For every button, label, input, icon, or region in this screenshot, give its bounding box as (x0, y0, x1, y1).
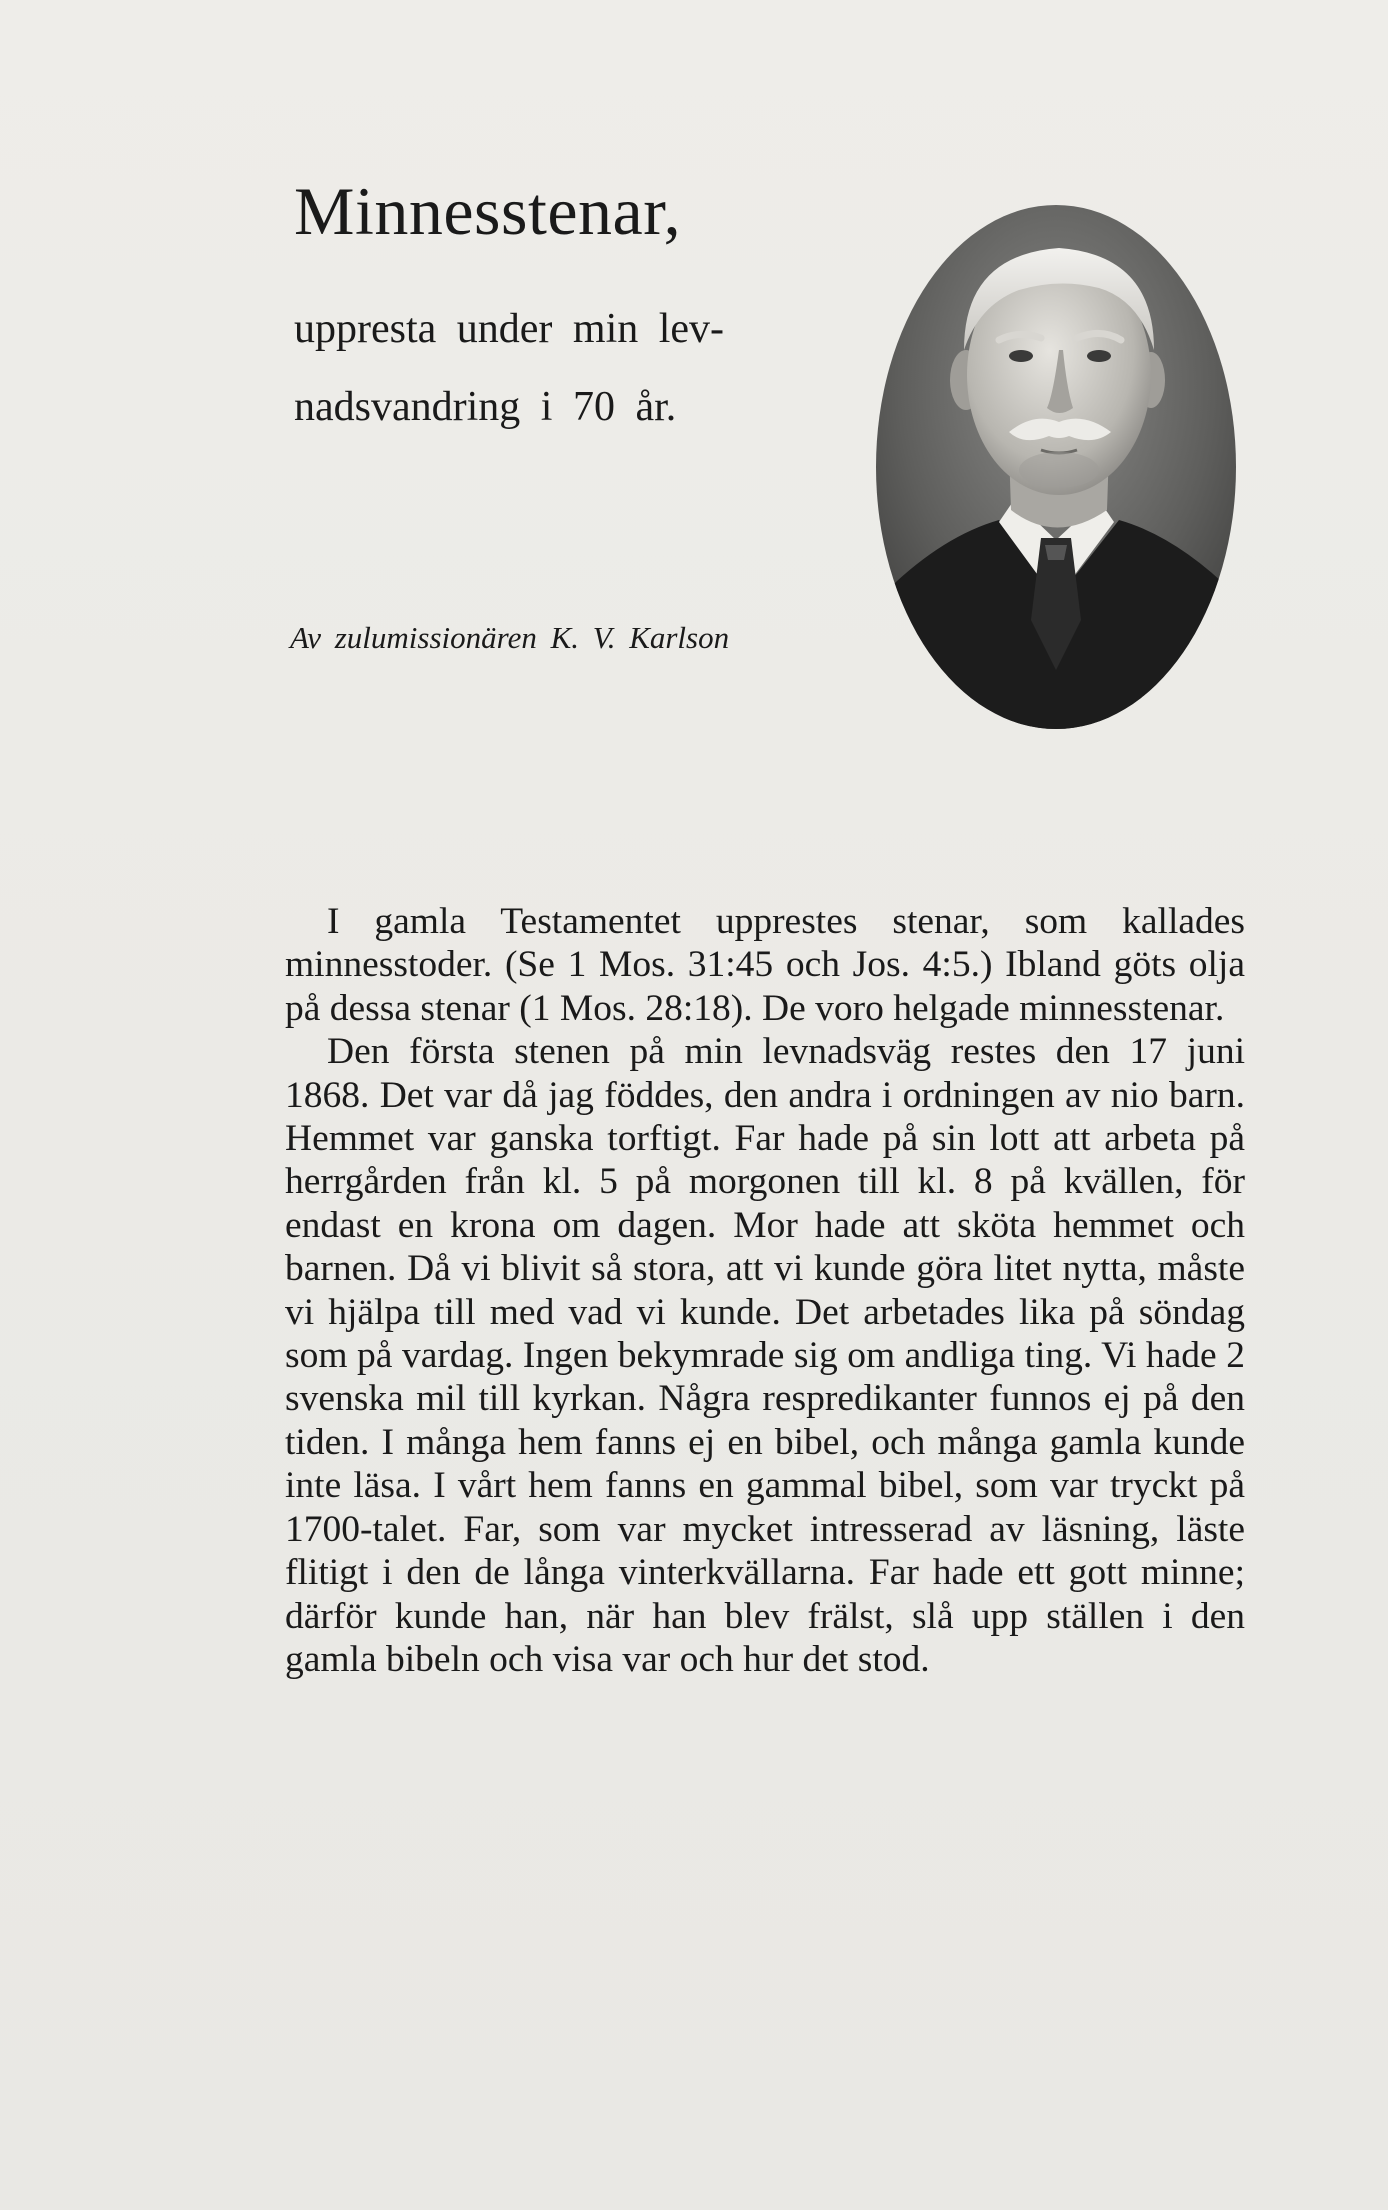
body-text (285, 900, 1245, 1681)
paragraph: I gamla Testamentet upprestes stenar, som kallades minnesstoder. (Se 1 Mos. 31:45 och Jos. 4:5.) Ibland göts olja på dessa stenar (1 Mos. 28:18). De voro helgade minnesstenar. (285, 901, 1245, 1029)
portrait-photo-icon (869, 200, 1243, 734)
author-byline: Av zulumissionären K. V. Karlson (290, 620, 730, 655)
page-subtitle: uppresta under min lev-nadsvandring i 70 år. (294, 306, 725, 430)
paragraph: Den första stenen på min levnadsväg restes den 17 juni 1868. Det var då jag föddes, den andra i ordningen av nio barn. Hemmet var ganska torftigt. Far hade på sin lott att arbeta på herrgården från kl. 5 på morgonen till kl. 8 på kvällen, för endast en krona om dagen. Mor hade att sköta hemmet och barnen. Då vi blivit så stora, att vi kunde göra litet nytta, måste vi hjälpa till med vad vi kunde. Det arbetades lika på söndag som på vardag. Ingen bekymrade sig om andliga ting. Vi hade 2 svenska mil till kyrkan. Några respredikanter funnos ej på den tiden. I många hem fanns ej en bibel, och många gamla kunde inte läsa. I vårt hem fanns en gammal bibel, som var tryckt på 1700-talet. Far, som var mycket intresserad av läsning, läste flitigt i den de långa vinterkvällarna. Far hade ett gott minne; därför kunde han, när han blev frälst, slå upp ställen i den gamla bibeln och visa var och hur det stod. (285, 1031, 1245, 1680)
page-title: Minnesstenar, (294, 173, 682, 249)
